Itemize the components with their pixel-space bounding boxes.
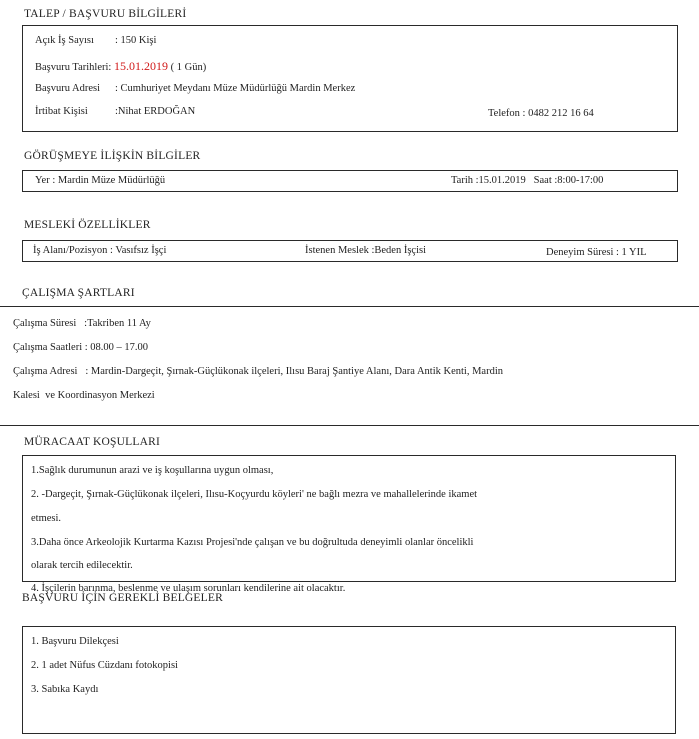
section-heading-talep: TALEP / BAŞVURU BİLGİLERİ [24,8,187,20]
belgeler-box [22,626,676,734]
contact-label: İrtibat Kişisi [35,106,88,117]
document-item-2: 2. 1 adet Nüfus Cüzdanı fotokopisi [31,660,178,671]
work-address-line1: Çalışma Adresi : Mardin-Dargeçit, Şırnak-Güçlükonak ilçeleri, Ilısu Baraj Şantiye Alanı, Dara Antik Kenti, Mardin [13,366,503,377]
interview-date-time: Tarih :15.01.2019 Saat :8:00-17:00 [451,175,604,186]
mesleki-box [22,240,678,262]
application-address-value: : Cumhuriyet Meydanı Müze Müdürlüğü Mardin Merkez [115,83,356,94]
section-heading-calisma: ÇALIŞMA ŞARTLARI [22,287,135,299]
contact-value: :Nihat ERDOĞAN [115,106,196,117]
open-positions-label: Açık İş Sayısı [35,35,94,46]
application-duration: ( 1 Gün) [170,62,207,73]
calisma-box [0,306,699,426]
condition-line-4: 3.Daha önce Arkeolojik Kurtarma Kazısı Projesi'nde çalışan ve bu doğrultuda deneyimli olanlar öncelikli [31,537,474,548]
gorusme-box [22,170,678,192]
condition-line-6: 4. İşçilerin barınma, beslenme ve ulaşım sorunları kendilerine ait olacaktır. [31,583,346,594]
section-heading-belgeler: BAŞVURU İÇİN GEREKLİ BELGELER [22,592,223,604]
profession: İstenen Meslek :Beden İşçisi [305,245,427,256]
position: İş Alanı/Pozisyon : Vasıfsız İşçi [33,245,167,256]
section-heading-mesleki: MESLEKİ ÖZELLİKLER [24,219,151,231]
condition-line-5: olarak tercih edilecektir. [31,560,133,571]
muracaat-box [22,455,676,594]
phone-number: Telefon : 0482 212 16 64 [488,108,594,119]
section-heading-gorusme: GÖRÜŞMEYE İLİŞKİN BİLGİLER [24,150,201,162]
document-item-3: 3. Sabıka Kaydı [31,684,99,695]
application-date: 15.01.2019 [113,59,168,73]
condition-line-2: 2. -Dargeçit, Şırnak-Güçlükonak ilçeleri, Ilısu-Koçyurdu köyleri' ne bağlı mezra ve mahallelerinde ikamet [31,489,478,500]
application-dates [35,59,206,74]
document-item-1: 1. Başvuru Dilekçesi [31,636,119,647]
interview-place: Yer : Mardin Müze Müdürlüğü [35,175,166,186]
application-dates-label: Başvuru Tarihleri: [35,62,112,73]
work-address-line2: Kalesi ve Koordinasyon Merkezi [13,390,155,401]
application-address-label: Başvuru Adresi [35,83,101,94]
open-positions-value: : 150 Kişi [115,35,157,46]
talep-box [22,25,678,132]
condition-line-1: 1.Sağlık durumunun arazi ve iş koşullarına uygun olması, [31,465,274,476]
section-heading-muracaat: MÜRACAAT KOŞULLARI [24,436,160,448]
work-hours: Çalışma Saatleri : 08.00 – 17.00 [13,342,149,353]
condition-line-3: etmesi. [31,513,62,524]
work-duration: Çalışma Süresi :Takriben 11 Ay [13,318,151,329]
experience: Deneyim Süresi : 1 YIL [546,247,647,258]
